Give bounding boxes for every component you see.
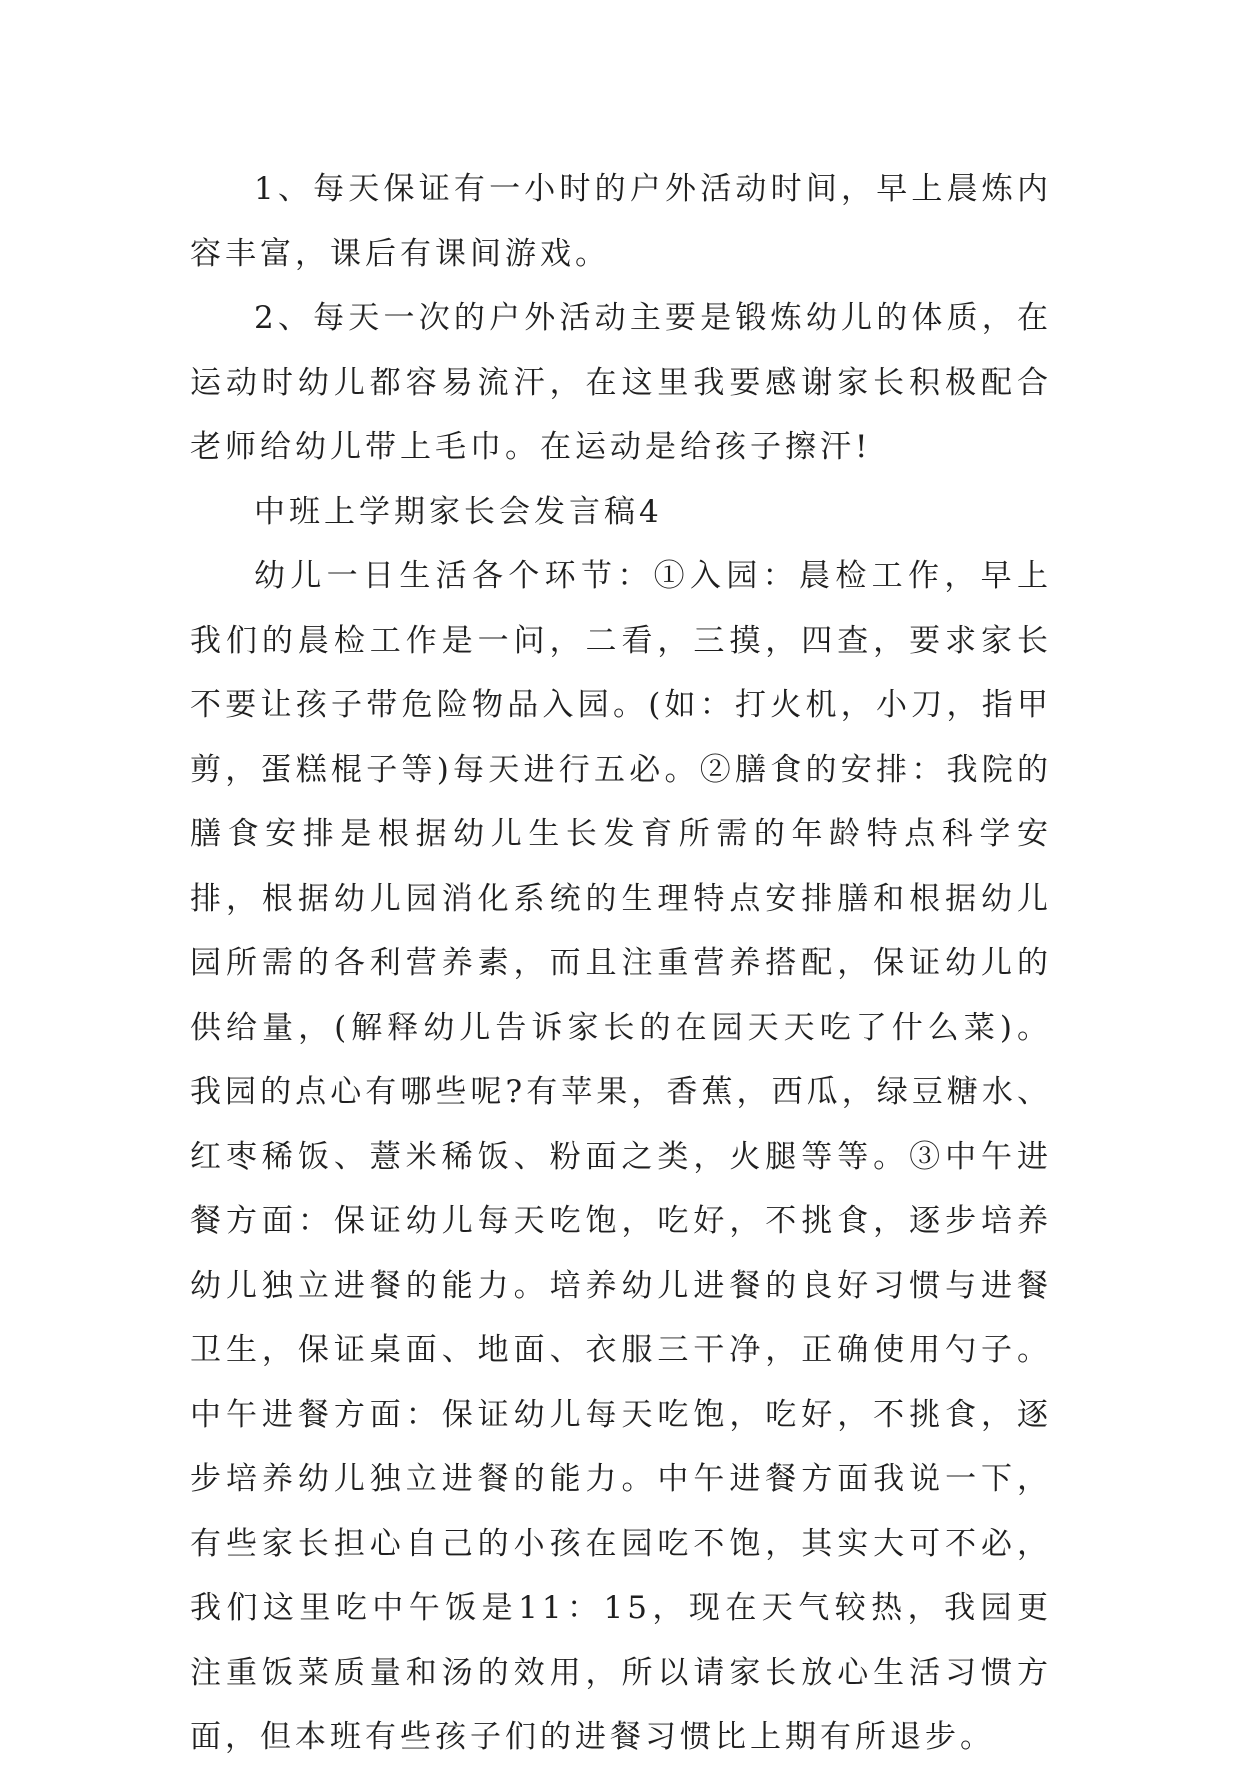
paragraph-outdoor-time: 1、每天保证有一小时的户外活动时间，早上晨炼内容丰富，课后有课间游戏。	[190, 171, 1052, 272]
section-heading: 中班上学期家长会发言稿4	[254, 493, 663, 530]
paragraph-daily-routine: 幼儿一日生活各个环节：①入园：晨检工作，早上我们的晨检工作是一问，二看，三摸，四查，要求家长不要让孩子带危险物品入园。(如：打火机，小刀，指甲剪，蛋糕棍子等)每天进行五必。②膳食的安排：我院的膳食安排是根据幼儿生长发育所需的年龄特点科学安排，根据幼儿园消化系统的生理特点安排膳和根据幼儿园所需的各利营养素，而且注重营养搭配，保证幼儿的供给量，(解释幼儿告诉家长的在园天天吃了什么菜)。我园的点心有哪些呢?有苹果，香蕉，西瓜，绿豆糖水、红枣稀饭、薏米稀饭、粉面之类，火腿等等。③中午进餐方面：保证幼儿每天吃饱，吃好，不挑食，逐步培养幼儿独立进餐的能力。培养幼儿进餐的良好习惯与进餐卫生，保证桌面、地面、衣服三干净，正确使用勺子。中午进餐方面：保证幼儿每天吃饱，吃好，不挑食，逐步培养幼儿独立进餐的能力。中午进餐方面我说一下，有些家长担心自己的小孩在园吃不饱，其实大可不必，我们这里吃中午饭是11：15，现在天气较热，我园更注重饭菜质量和汤的效用，所以请家长放心生活习惯方面，但本班有些孩子们的进餐习惯比上期有所退步。	[190, 558, 1052, 1755]
document-body	[190, 157, 1052, 1770]
paragraph-outdoor-sweat: 2、每天一次的户外活动主要是锻炼幼儿的体质，在运动时幼儿都容易流汗，在这里我要感谢家长积极配合老师给幼儿带上毛巾。在运动是给孩子擦汗!	[190, 300, 1052, 465]
